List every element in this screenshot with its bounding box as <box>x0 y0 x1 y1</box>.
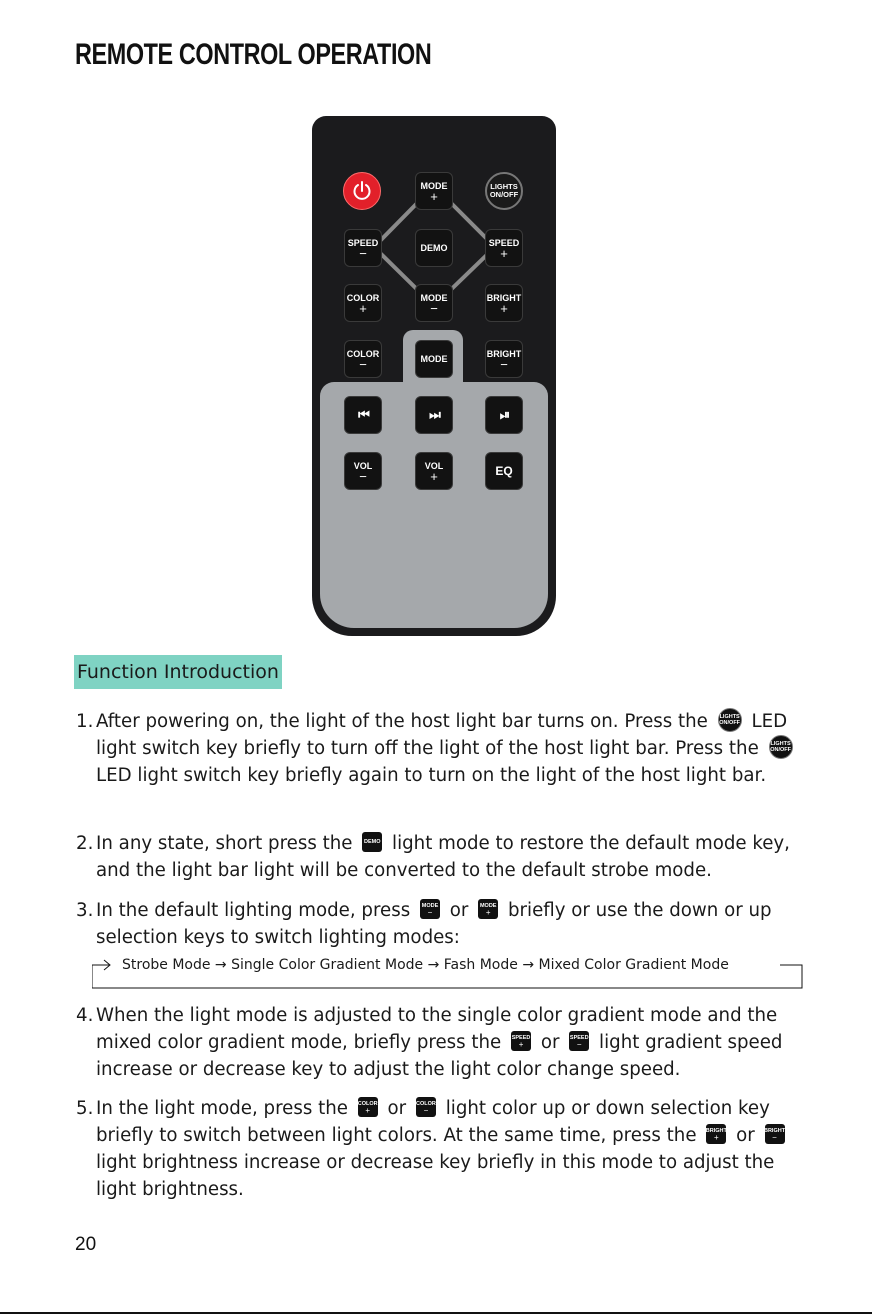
minus-sign: − <box>359 245 367 261</box>
mode-label: MODE <box>420 354 448 364</box>
item-text: or <box>387 1098 407 1119</box>
mode-plus-label: MODE <box>420 180 448 191</box>
demo-label: DEMO <box>420 243 448 253</box>
bright-plus-label: BRIGHT <box>486 292 522 303</box>
list-item <box>76 1002 816 1083</box>
flow-text: Strobe Mode → Single Color Gradient Mode → Fash Mode → Mixed Color Gradient Mode <box>122 957 729 973</box>
item-text: briefly or use the down or up selection keys to switch lighting modes: <box>96 900 772 948</box>
speed-minus-button[interactable] <box>344 229 382 267</box>
item-text: light mode to restore the default mode key, and the light bar light will be converted to the default strobe mode. <box>96 833 790 881</box>
section-heading: Function Introduction <box>74 655 282 689</box>
minus-sign: − <box>359 468 367 484</box>
mode-plus-button[interactable] <box>415 172 453 210</box>
color-plus-icon: COLOR + <box>358 1097 378 1117</box>
item-number: 5. <box>76 1098 94 1119</box>
item-text: In the default lighting mode, press <box>96 900 411 921</box>
list-item <box>76 830 816 884</box>
color-minus-icon: COLOR − <box>416 1097 436 1117</box>
eq-label: EQ <box>495 464 513 478</box>
item-text: or <box>540 1032 560 1053</box>
next-track-button[interactable] <box>415 396 453 434</box>
previous-track-button[interactable] <box>344 396 382 434</box>
minus-sign: − <box>430 300 438 316</box>
item-number: 3. <box>76 900 94 921</box>
vol-plus-button[interactable] <box>415 452 453 490</box>
item-number: 2. <box>76 833 94 854</box>
lights-on-off-button[interactable] <box>485 172 523 210</box>
bright-minus-label: BRIGHT <box>486 348 522 359</box>
minus-sign: − <box>500 356 508 372</box>
next-icon: ⏭ <box>429 407 439 422</box>
color-minus-button[interactable] <box>344 340 382 378</box>
item-text: light color up or down selection key briefly to switch between light colors. At the same time, press the <box>96 1098 770 1146</box>
list-item <box>76 708 816 789</box>
page-title: REMOTE CONTROL OPERATION <box>75 38 432 71</box>
color-minus-label: COLOR <box>346 348 380 359</box>
vol-minus-label: VOL <box>353 460 373 471</box>
demo-button[interactable] <box>415 229 453 267</box>
item-text: LED light switch key briefly to turn off the light of the host light bar. Press the <box>96 711 788 759</box>
bright-plus-button[interactable] <box>485 284 523 322</box>
list-item <box>76 1095 816 1203</box>
plus-sign: + <box>500 245 508 261</box>
mode-minus-label: MODE <box>420 292 448 303</box>
lights-label: LIGHTS <box>490 182 518 191</box>
vol-plus-label: VOL <box>424 460 444 471</box>
lights-on-off-icon: LIGHTS ON/OFF <box>718 708 742 732</box>
plus-sign: + <box>430 468 438 484</box>
item-text: LED light switch key briefly again to turn on the light of the host light bar. <box>96 765 767 786</box>
minus-sign: − <box>359 356 367 372</box>
color-plus-label: COLOR <box>346 292 380 303</box>
vol-minus-button[interactable] <box>344 452 382 490</box>
item-text: In the light mode, press the <box>96 1098 348 1119</box>
power-button[interactable] <box>343 172 381 210</box>
demo-icon: DEMO <box>362 832 382 852</box>
bottom-rule <box>0 1312 872 1314</box>
previous-icon: ⏮ <box>358 407 368 422</box>
mode-button[interactable] <box>415 340 453 378</box>
speed-minus-label: SPEED <box>347 237 379 248</box>
item-text: light gradient speed increase or decrease key to adjust the light color change speed. <box>96 1032 783 1080</box>
lights-on-off-icon: LIGHTS ON/OFF <box>769 735 793 759</box>
item-text: When the light mode is adjusted to the single color gradient mode and the mixed color gradient mode, briefly press the <box>96 1005 778 1053</box>
mode-flow-diagram <box>92 955 803 989</box>
play-pause-button[interactable] <box>485 396 523 434</box>
speed-plus-button[interactable] <box>485 229 523 267</box>
remote-control <box>312 116 556 636</box>
item-text: or <box>736 1125 755 1146</box>
on-off-label: ON/OFF <box>489 190 519 199</box>
speed-plus-icon: SPEED + <box>511 1031 531 1051</box>
mode-minus-icon: MODE − <box>420 899 440 919</box>
mode-minus-button[interactable] <box>415 284 453 322</box>
bright-plus-icon: BRIGHT + <box>706 1124 726 1144</box>
page-number: 20 <box>75 1234 97 1255</box>
item-text: light brightness increase or decrease key briefly in this mode to adjust the light brightness. <box>96 1152 775 1200</box>
power-icon <box>351 180 373 202</box>
list-item <box>76 897 816 951</box>
plus-sign: + <box>500 300 508 316</box>
speed-minus-icon: SPEED − <box>569 1031 589 1051</box>
speed-plus-label: SPEED <box>488 237 520 248</box>
plus-sign: + <box>430 188 438 204</box>
color-plus-button[interactable] <box>344 284 382 322</box>
bright-minus-button[interactable] <box>485 340 523 378</box>
item-number: 4. <box>76 1005 94 1026</box>
item-number: 1. <box>76 711 94 732</box>
mode-plus-icon: MODE + <box>478 899 498 919</box>
eq-button[interactable] <box>485 452 523 490</box>
item-text: or <box>449 900 469 921</box>
bright-minus-icon: BRIGHT − <box>765 1124 785 1144</box>
play-pause-icon: ⏯ <box>499 407 509 422</box>
item-text: In any state, short press the <box>96 833 353 854</box>
plus-sign: + <box>359 300 367 316</box>
item-text: After powering on, the light of the host light bar turns on. Press the <box>96 711 708 732</box>
